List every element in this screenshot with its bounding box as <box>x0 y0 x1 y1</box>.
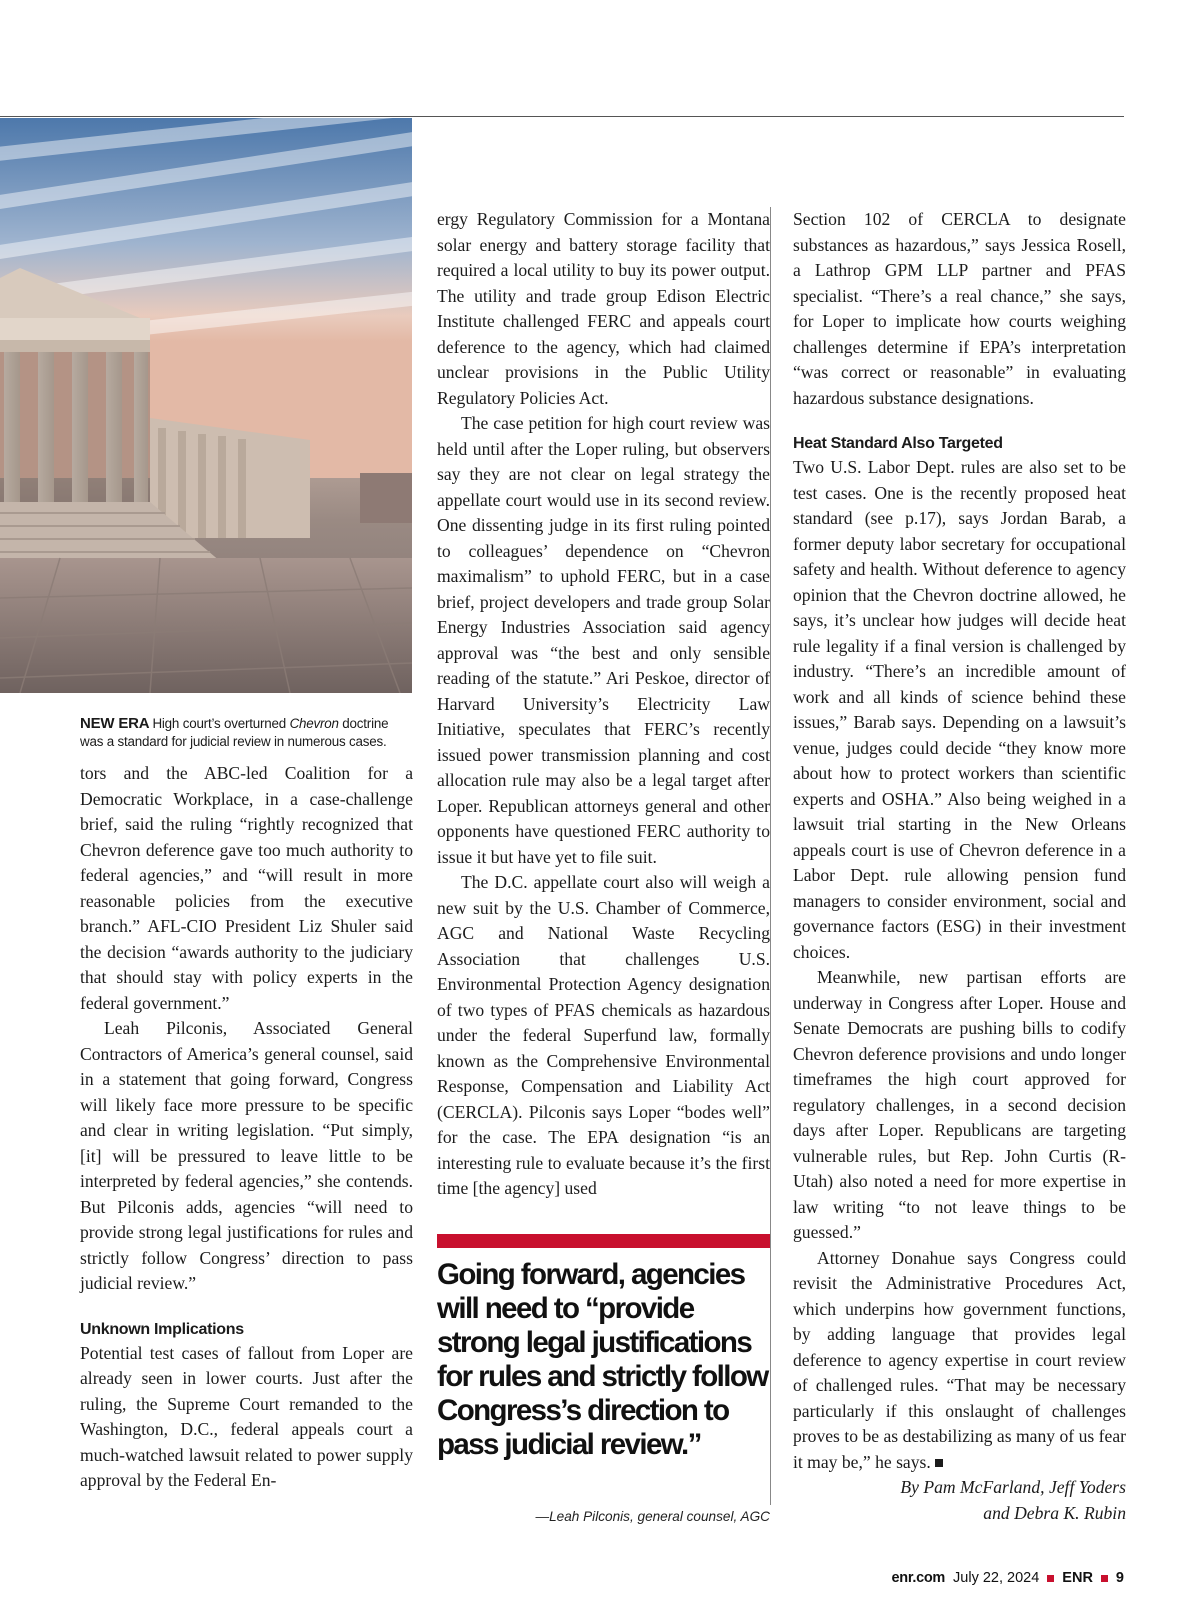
supreme-court-photo <box>0 118 412 693</box>
col3-paragraph-4-text: Attorney Donahue says Congress could revisit the Administrative Procedures Act, which underpins how government functions, by adding language that provides legal deference to agency expertise in court review of challenged rules. “That may be necessary particularly if this onslaught of challenges proves to be as destabilizing as many of us fear it may be,” he says. <box>793 1247 1126 1472</box>
col1-paragraph-2: Leah Pilconis, Associated General Contractors of America’s general counsel, said in a statement that going forward, Congress will likely face more pressure to be specific and clear in writing legislation. “Put simply, [it] will be pressured to leave little to be interpreted by federal agencies,” she contends. But Pilconis adds, agencies “will need to provide strong legal justifications for rules and strictly follow Congress’ direction to pass judicial review.” <box>80 1018 413 1293</box>
caption-text-after: doctrine was a standard for judicial review in numerous cases. <box>80 716 389 749</box>
col2-paragraph-2: The case petition for high court review was held until after the Loper ruling, but observers say they are not clear on legal strategy the appellate court would use in its second review. One dissenting judge in its first ruling pointed to colleagues’ dependence on “Chevron maximalism” to uphold FERC, but in a case brief, project developers and trade group Solar Energy Industries Association said agency approval was “the best and only sensible reading of the statute.” Ari Peskoe, director of Harvard University’s Electricity Law Initiative, speculates that FERC’s recently issued power transmission planning and cost allocation rule may also be a legal target after Loper. Republican attorneys general and other opponents have questioned FERC authority to issue it but have yet to file suit. <box>437 413 770 867</box>
article-column-1 <box>80 761 413 1494</box>
top-rule <box>0 116 1124 117</box>
pullquote-accent-bar <box>437 1234 770 1248</box>
footer-date: July 22, 2024 <box>953 1570 1040 1586</box>
caption-tag: NEW ERA <box>80 715 150 732</box>
article-column-2 <box>437 207 770 1202</box>
col2-paragraph-3: The D.C. appellate court also will weigh a new suit by the U.S. Chamber of Commerce, AGC and National Waste Recycling Association that challenges U.S. Environmental Protection Agency designation of two types of PFAS chemicals as hazardous under the federal Superfund law, formally known as the Comprehensive Environmental Response, Compensation and Liability Act (CERCLA). Pilconis says Loper “bodes well” for the case. The EPA designation “is an interesting rule to evaluate because it’s the first time [the agency] used <box>437 872 770 1198</box>
col3-paragraph-3: Meanwhile, new partisan efforts are underway in Congress after Loper. House and Senate Democrats are pushing bills to codify Chevron deference provisions and undo longer timeframes the high court approved for regulatory challenges, in a second decision days after Loper. Republicans are targeting vulnerable rules, but Rep. John Curtis (R-Utah) also noted a need for more expertise in law writing “to not leave things to be guessed.” <box>793 967 1126 1242</box>
footer-separator-icon <box>1101 1575 1108 1582</box>
footer-separator-icon <box>1047 1575 1054 1582</box>
col3-paragraph-4 <box>793 1246 1126 1476</box>
footer-page-number: 9 <box>1115 1570 1124 1586</box>
byline-line-2: and Debra K. Rubin <box>983 1502 1126 1523</box>
article-column-3 <box>793 207 1126 1526</box>
col3-paragraph-2: Two U.S. Labor Dept. rules are also set to be test cases. One is the recently proposed heat standard (see p.17), says Jordan Barab, a former deputy labor secretary for occupational safety and health. Without deference to agency opinion that the Chevron doctrine allowed, he says, it’s unclear how judges will decide heat rule legality if a final version is challenged by industry. “There’s an incredible amount of work and all kinds of science behind these issues,” Barab says. Depending on a lawsuit’s venue, judges could decide “they know more about how to protect workers than scientific experts and OSHA.” Also being weighed in a lawsuit trial starting in the New Orleans appeals court is use of Chevron deference in a Labor Dept. rule allowing pension fund managers to consider environment, social and governance factors (ESG) in their investment choices. <box>793 457 1126 962</box>
end-mark-icon <box>935 1459 943 1467</box>
col3-paragraph-1: Section 102 of CERCLA to designate substances as hazardous,” says Jessica Rosell, a Lathrop GPM LLP partner and PFAS specialist. “There’s a real chance,” she says, for Loper to implicate how courts weighing challenges determine if EPA’s interpretation “was correct or reasonable” in evaluating hazardous substance designations. <box>793 209 1126 408</box>
pullquote: Going forward, agencies will need to “provide strong legal justifications for rules and strictly follow Congress’s direction to pass judicial review.” <box>437 1258 768 1461</box>
footer-magazine: ENR <box>1062 1570 1093 1586</box>
photo-caption <box>80 715 415 751</box>
col2-paragraph-1: ergy Regulatory Commission for a Montana solar energy and battery storage facility that required a local utility to buy its power output. The utility and trade group Edison Electric Institute challenged FERC and appeals court deference to the agency, which had claimed unclear provisions in the Public Utility Regulatory Policies Act. <box>437 209 770 408</box>
page-footer <box>892 1570 1124 1586</box>
footer-site: enr.com <box>891 1570 946 1586</box>
subhead-heat-standard: Heat Standard Also Targeted <box>793 435 1003 452</box>
pullquote-credit: —Leah Pilconis, general counsel, AGC <box>535 1509 770 1524</box>
col1-paragraph-3: Potential test cases of fallout from Loper are already seen in lower courts. Just after the ruling, the Supreme Court remanded to the Washington, D.C., federal appeals court a much-watched lawsuit related to power supply approval by the Federal En- <box>80 1342 413 1490</box>
subhead-unknown-implications: Unknown Implications <box>80 1320 244 1338</box>
byline-line-1: By Pam McFarland, Jeff Yoders <box>900 1477 1126 1497</box>
col1-paragraph-1: tors and the ABC-led Coalition for a Democratic Workplace, in a case-challenge brief, said the ruling “rightly recognized that Chevron deference gave too much authority to federal agencies,” and “will result in more reasonable policies from the executive branch.” AFL-CIO President Liz Shuler said the decision “awards authority to the judiciary that should stay with policy experts in the federal government.” <box>80 763 413 1013</box>
caption-text-before: High court’s overturned <box>152 716 290 731</box>
caption-text-italic: Chevron <box>289 716 339 731</box>
